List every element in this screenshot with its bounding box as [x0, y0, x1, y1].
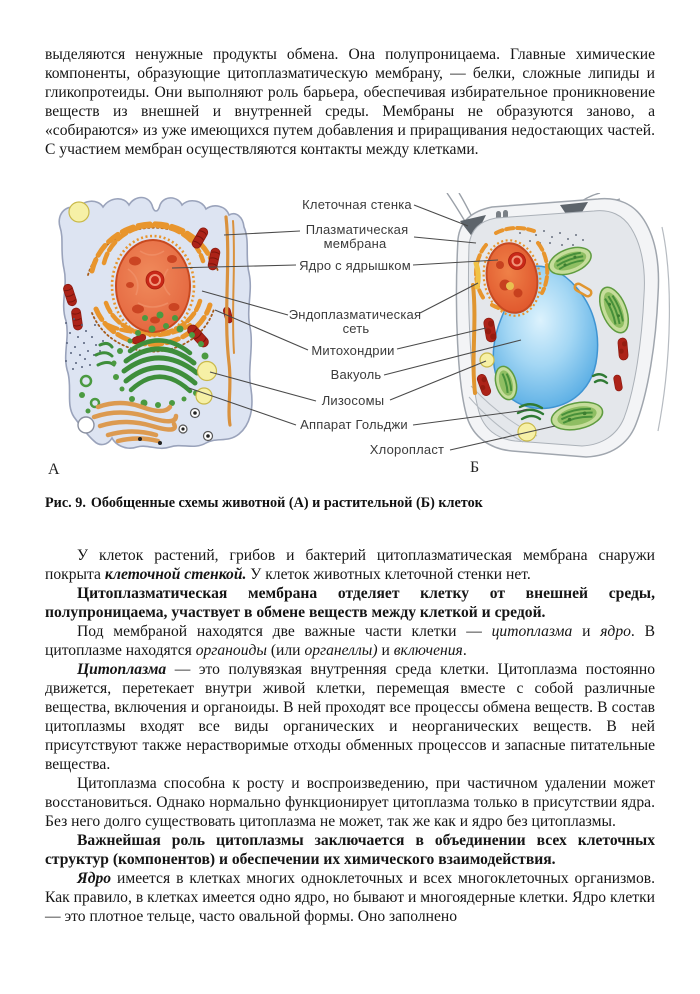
figure-caption-text: Обобщенные схемы животной (А) и растительной (Б) клеток: [90, 495, 483, 511]
label-cell-wall: Клеточная стенка: [302, 197, 412, 212]
text-segment: выделяются ненужные продукты обмена. Она полупроницаема. Главные химические компоненты, образующие цитоплазматическую мембрану, — белки, сложные липиды и гликопротеиды. Они выполняют роль барьера, обеспечивая избирательное проникновение веществ из внешней и внутренней среды. Мембраны не образуются заново, а «собираются» из уже имеющихся путем добавления и приращивания недостающих частей. С участием мембран осуществляются контакты между клетками.: [45, 46, 655, 158]
text-segment: У клеток растений, грибов и бактерий цитоплазматическая мембрана снаружи покрыта: [45, 547, 655, 583]
label-vacuole: Вакуоль: [330, 367, 382, 382]
text-segment: Под мембраной находятся две важные части клетки —: [77, 623, 492, 640]
figure-caption-number: Рис. 9.: [45, 495, 86, 511]
label-mitochondria: Митохондрии: [311, 343, 395, 358]
label-plasma-membrane-2: мембрана: [323, 236, 387, 251]
paragraph: [45, 584, 655, 622]
figure-caption: [45, 494, 655, 512]
text-segment: ядро: [600, 623, 631, 640]
text-segment: имеется в клетках многих одноклеточных и всех многоклеточных организмов. Как правило, в клетках имеется одно ядро, но бывают и многоядерные клетки. Ядро клетки — это плотное тельце, часто овальной формы. Оно заполнено: [45, 870, 655, 925]
label-chloroplast: Хлоропласт: [369, 442, 445, 457]
text-segment: органоиды: [195, 642, 267, 659]
text-segment: У клеток животных клеточной стенки нет.: [246, 566, 531, 583]
text-segment: .: [462, 642, 467, 659]
label-lysosomes: Лизосомы: [321, 393, 385, 408]
panel-letter-b: Б: [470, 459, 480, 476]
text-segment: Цитоплазма способна к росту и воспроизведению, при частичном удалении может восстановиться. Однако нормально функционирует цитоплазма только в присутствии ядра. Без него долго существовать цитоплазма не может, так же как и ядро без цитоплазмы.: [45, 775, 655, 830]
paragraph: [45, 774, 655, 831]
cell-diagram-figure: [40, 193, 670, 485]
text-segment: Цитоплазматическая мембрана отделяет клетку от внешней среды, полупроницаема, участвует в обмене веществ между клеткой и средой.: [45, 585, 655, 621]
label-nucleus: Ядро с ядрышком: [299, 258, 411, 273]
label-er: Эндоплазматическая: [288, 307, 422, 322]
text-segment: цитоплазма: [491, 623, 573, 640]
text-segment: Цитоплазма: [77, 661, 167, 678]
text-segment: Важнейшая роль цитоплазмы заключается в объединении всех клеточных структур (компонентов) и обеспечении их химического взаимодействия.: [45, 832, 655, 868]
label-plasma-membrane: Плазматическая: [305, 222, 409, 237]
label-er-2: сеть: [342, 321, 370, 336]
text-segment: включения: [393, 642, 463, 659]
text-segment: — это полувязкая внутренняя среда клетки. Цитоплазма постоянно движется, перетекает внутри живой клетки, перемещая вместе с собой различные вещества, включения и органоиды. В ней проходят все процессы обмена веществ. В состав цитоплазмы входят все виды органических и неорганических веществ. В ней присутствуют также нерастворимые отходы обменных процессов и запасные питательные вещества.: [45, 661, 655, 773]
paragraph: [45, 45, 655, 159]
paragraph: [45, 660, 655, 774]
text-segment: Ядро: [77, 870, 112, 887]
cell-diagram-svg: [40, 193, 670, 485]
text-segment: органеллы): [304, 642, 378, 659]
plant-cell-diagram: [447, 193, 669, 457]
text-segment: и: [572, 623, 601, 640]
paragraph: [45, 869, 655, 926]
leader-cell-wall-right: [414, 205, 468, 226]
plant-nucleolus: [509, 253, 526, 270]
panel-letter-a: А: [48, 461, 60, 478]
figure-labels: [289, 197, 444, 457]
animal-nucleolus: [146, 271, 164, 289]
intro-text-block: [45, 45, 655, 159]
text-segment: и: [377, 642, 394, 659]
body-text-block: [45, 546, 655, 926]
paragraph: [45, 831, 655, 869]
text-segment: . В цитоплазме находятся: [45, 623, 655, 659]
paragraph: [45, 622, 655, 660]
label-golgi: Аппарат Гольджи: [300, 417, 408, 432]
text-segment: (или: [266, 642, 305, 659]
animal-cell-diagram: [59, 198, 252, 449]
text-segment: клеточной стенкой.: [104, 566, 247, 583]
paragraph: [45, 546, 655, 584]
